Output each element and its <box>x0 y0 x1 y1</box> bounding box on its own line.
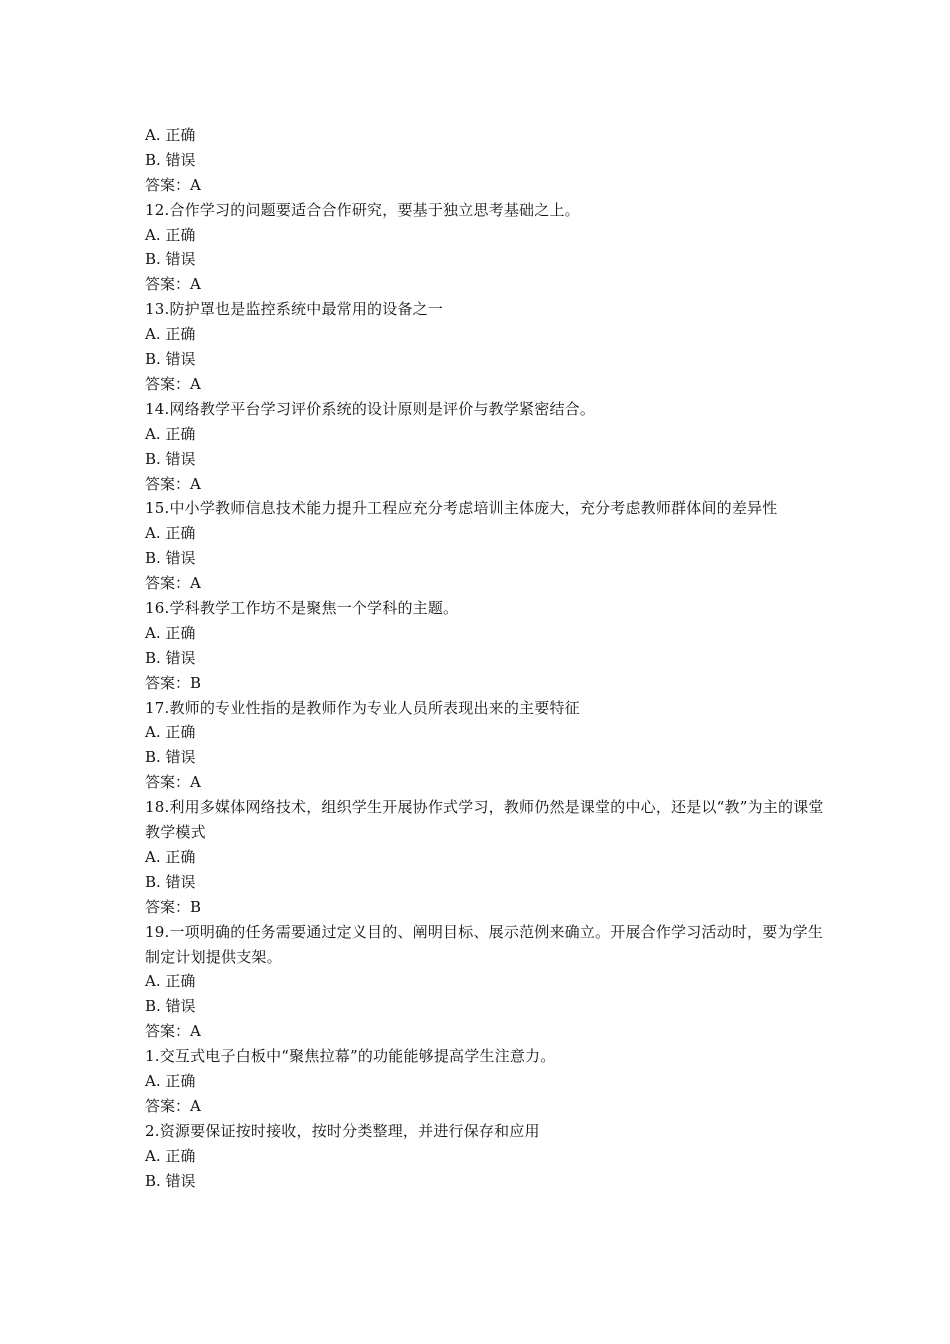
option-a: A. 正确 <box>145 524 196 543</box>
question-text: 19.一项明确的任务需要通过定义目的、阐明目标、展示范例来确立。开展合作学习活动时，要为学生制定计划提供支架。 <box>145 922 824 966</box>
answer-line: 答案：A <box>145 275 201 294</box>
answer-line: 答案：A <box>145 474 201 493</box>
option-b: B. 错误 <box>145 350 196 369</box>
question-text: 16.学科教学工作坊不是聚焦一个学科的主题。 <box>145 598 459 617</box>
question-text: 13.防护罩也是监控系统中最常用的设备之一 <box>145 300 444 319</box>
answer-line: 答案：A <box>145 1022 201 1041</box>
option-a: A. 正确 <box>145 723 196 742</box>
option-b: B. 错误 <box>145 872 196 891</box>
answer-line: 答案：B <box>145 673 202 692</box>
option-b: B. 错误 <box>145 449 196 468</box>
option-a: A. 正确 <box>145 126 196 144</box>
answer-line: 答案：A <box>145 773 201 792</box>
question-text: 17.教师的专业性指的是教师作为专业人员所表现出来的主要特征 <box>145 698 580 717</box>
question-text: 14.网络教学平台学习评价系统的设计原则是评价与教学紧密结合。 <box>145 399 596 418</box>
option-b: B. 错误 <box>145 997 196 1016</box>
answer-line: 答案：A <box>145 175 201 194</box>
option-b: B. 错误 <box>145 150 196 169</box>
document-page <box>145 123 825 1193</box>
answer-line: 答案：A <box>145 374 201 393</box>
option-b: B. 错误 <box>145 748 196 767</box>
option-a: A. 正确 <box>145 1072 196 1091</box>
question-text: 1.交互式电子白板中“聚焦拉幕”的功能能够提高学生注意力。 <box>145 1047 556 1066</box>
answer-line: 答案：B <box>145 897 202 916</box>
option-b: B. 错误 <box>145 250 196 269</box>
option-a: A. 正确 <box>145 225 196 244</box>
option-a: A. 正确 <box>145 847 196 866</box>
answer-line: 答案：A <box>145 574 201 593</box>
question-text: 2.资源要保证按时接收，按时分类整理，并进行保存和应用 <box>145 1121 540 1140</box>
answer-line: 答案：A <box>145 1096 201 1115</box>
option-a: A. 正确 <box>145 972 196 991</box>
question-text: 12.合作学习的问题要适合合作研究，要基于独立思考基础之上。 <box>145 200 580 219</box>
question-text: 18.利用多媒体网络技术，组织学生开展协作式学习，教师仍然是课堂的中心，还是以“教”为主的课堂教学模式 <box>145 798 824 842</box>
option-a: A. 正确 <box>145 623 196 642</box>
option-b: B. 错误 <box>145 648 196 667</box>
option-a: A. 正确 <box>145 325 196 344</box>
question-text: 15.中小学教师信息技术能力提升工程应充分考虑培训主体庞大，充分考虑教师群体间的差异性 <box>145 499 778 518</box>
option-a: A. 正确 <box>145 424 196 443</box>
option-b: B. 错误 <box>145 1171 196 1190</box>
option-a: A. 正确 <box>145 1146 196 1165</box>
option-b: B. 错误 <box>145 549 196 568</box>
